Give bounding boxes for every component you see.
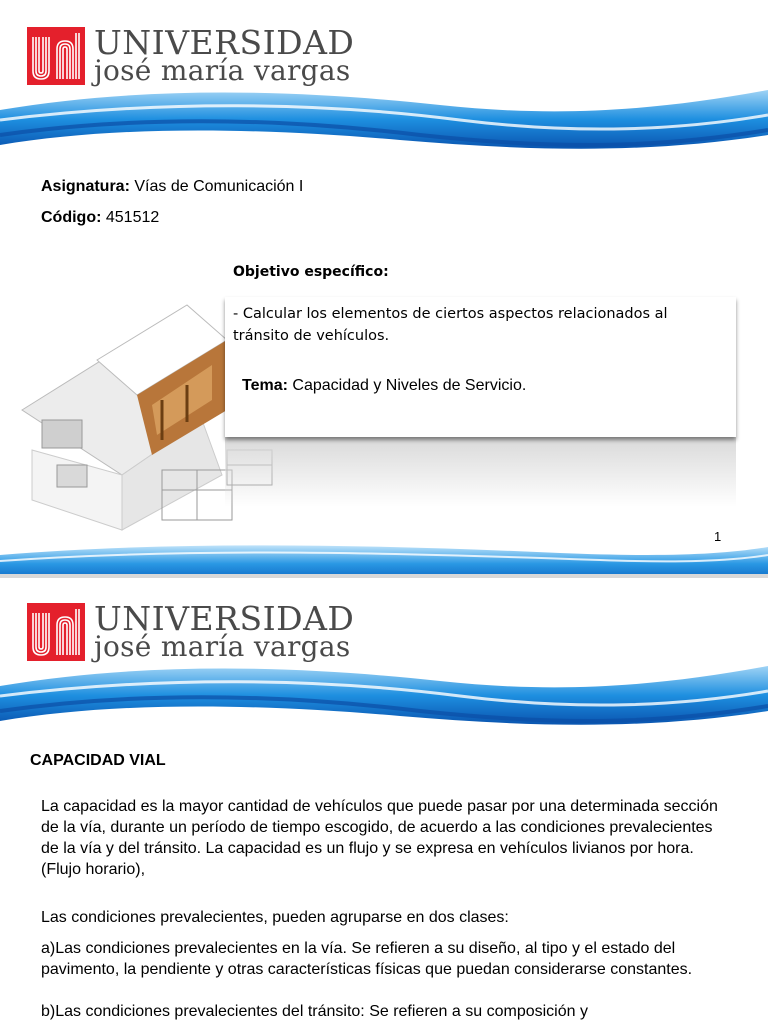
- objetivo-text: - Calcular los elementos de ciertos aspectos relacionados al tránsito de vehículos.: [233, 306, 668, 344]
- section-heading: CAPACIDAD VIAL: [30, 752, 166, 769]
- logo-mark-icon: [27, 603, 85, 661]
- asignatura-label: Asignatura:: [41, 178, 130, 195]
- codigo-value: 451512: [105, 209, 160, 226]
- slide-divider: [0, 574, 768, 578]
- codigo-label: Código:: [41, 209, 102, 226]
- asignatura-value: Vías de Comunicación I: [134, 178, 304, 195]
- paragraph-conditions-traffic: b)Las condiciones prevalecientes del tránsito: Se refieren a su composición y: [41, 1003, 588, 1020]
- asignatura-field: [41, 178, 303, 196]
- header-wave: [0, 80, 768, 180]
- tema-label: Tema:: [242, 377, 288, 394]
- tema-field: [242, 377, 526, 395]
- university-logo: [27, 599, 355, 663]
- paragraph-definition: La capacidad es la mayor cantidad de vehículos que puede pasar por una determinada sección de la vía, durante un período de tiempo escogido, de acuerdo a las condiciones prevalecientes de la vía y del tránsito. La capacidad es un flujo y se expresa en vehículos livianos por hora. (Flujo horario),: [41, 798, 718, 878]
- slide-2: [0, 576, 768, 1024]
- header-wave: [0, 656, 768, 756]
- logo-text-universidad: UNIVERSIDAD: [94, 23, 355, 62]
- objetivo-box: [225, 297, 736, 437]
- logo-text-universidad: UNIVERSIDAD: [94, 599, 355, 638]
- university-logo: [27, 23, 355, 87]
- footer-wave: [0, 505, 768, 576]
- page-number: 1: [714, 529, 722, 544]
- objetivo-title: Objetivo específico:: [233, 264, 389, 280]
- codigo-field: [41, 209, 159, 227]
- box-reflection: [225, 437, 736, 507]
- tema-value: Capacidad y Niveles de Servicio.: [292, 377, 527, 394]
- paragraph-conditions-road: a)Las condiciones prevalecientes en la vía. Se refieren a su diseño, al tipo y el estado del pavimento, la pendiente y otras características físicas que puedan considerarse constantes.: [41, 940, 693, 978]
- logo-mark-icon: [27, 27, 85, 85]
- logo-text-name: josé maría vargas: [94, 54, 351, 87]
- paragraph-conditions: Las condiciones prevalecientes, pueden agruparse en dos clases:: [41, 909, 509, 926]
- logo-text-name: josé maría vargas: [94, 630, 351, 663]
